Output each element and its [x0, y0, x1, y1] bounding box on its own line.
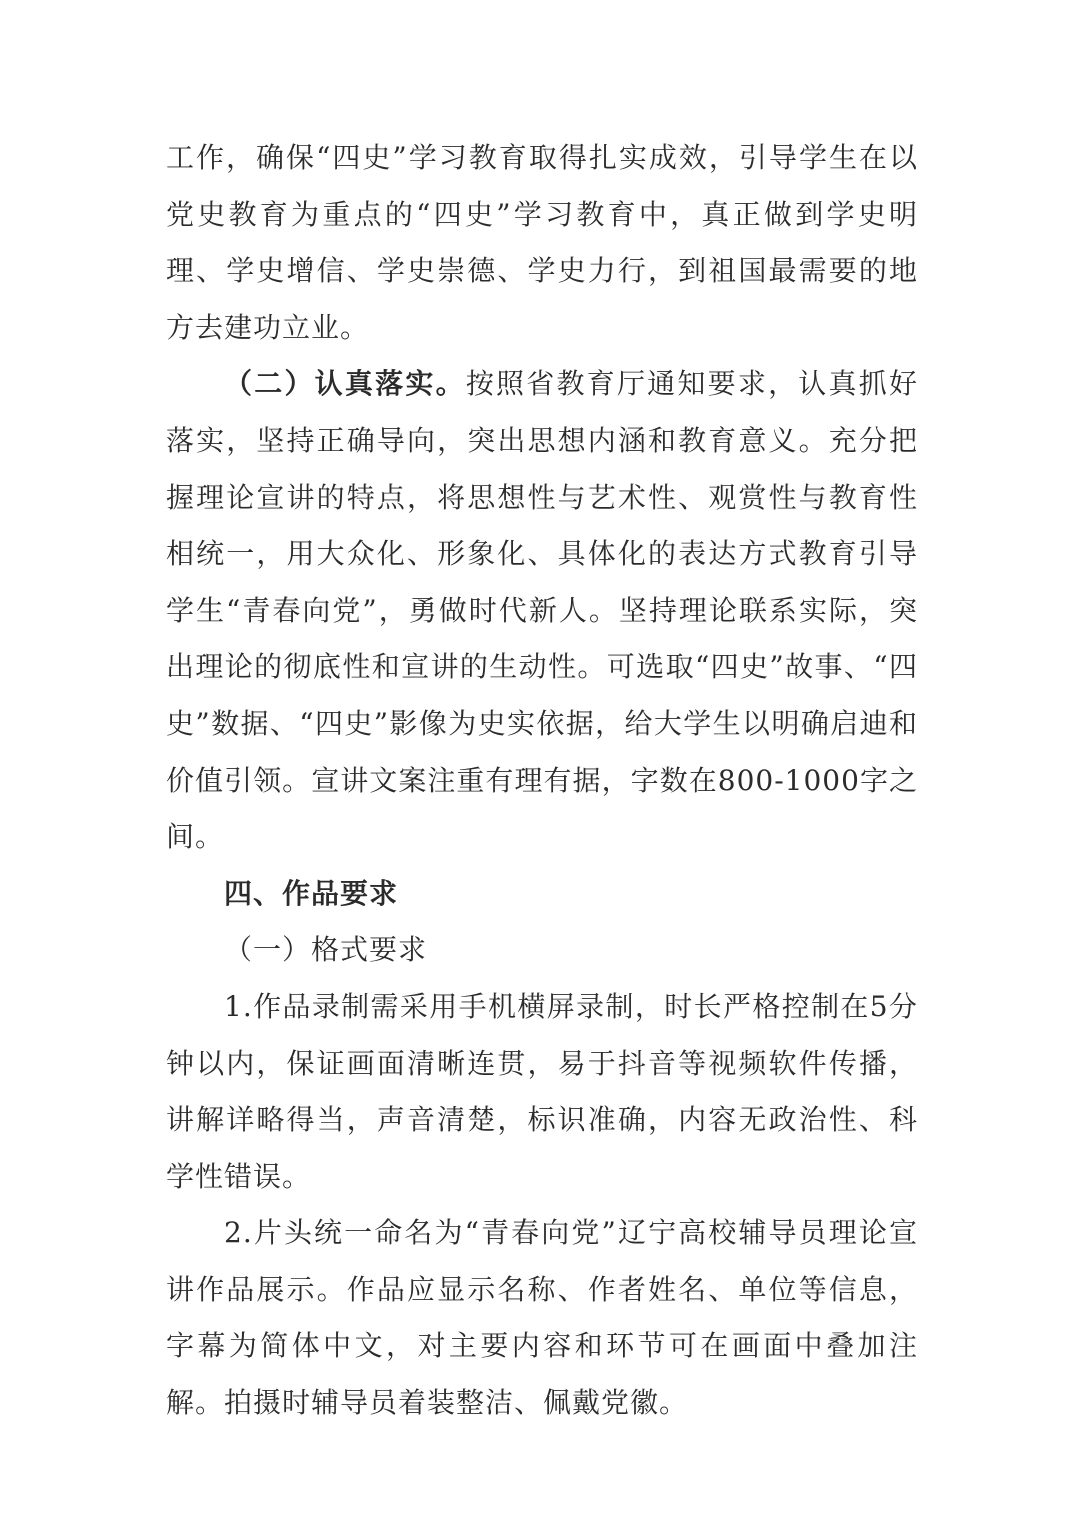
paragraph-section-2	[166, 356, 918, 865]
document-body	[166, 130, 918, 1432]
heading-work-requirements: 四、作品要求	[224, 876, 399, 910]
subheading-format-requirements: （一）格式要求	[224, 933, 428, 967]
section-2-body: 按照省教育厅通知要求，认真抓好落实，坚持正确导向，突出思想内涵和教育意义。充分把握理论宣讲的特点，将思想性与艺术性、观赏性与教育性相统一，用大众化、形象化、具体化的表达方式教育引导学生“青春向党”，勇做时代新人。坚持理论联系实际，突出理论的彻底性和宣讲的生动性。可选取“四史”故事、“四史”数据、“四史”影像为史实依据，给大学生以明确启迪和价值引领。宣讲文案注重有理有据，字数在800-1000字之间。	[166, 367, 918, 854]
paragraph-item-2: 2.片头统一命名为“青春向党”辽宁高校辅导员理论宣讲作品展示。作品应显示名称、作者姓名、单位等信息，字幕为简体中文，对主要内容和环节可在画面中叠加注解。拍摄时辅导员着装整洁、佩戴党徽。	[166, 1216, 918, 1420]
paragraph-item-1: 1.作品录制需采用手机横屏录制，时长严格控制在5分钟以内，保证画面清晰连贯，易于抖音等视频软件传播，讲解详略得当，声音清楚，标识准确，内容无政治性、科学性错误。	[166, 989, 918, 1193]
paragraph-continued: 工作，确保“四史”学习教育取得扎实成效，引导学生在以党史教育为重点的“四史”学习教育中，真正做到学史明理、学史增信、学史崇德、学史力行，到祖国最需要的地方去建功立业。	[166, 141, 918, 344]
section-2-lead: （二）认真落实。	[224, 367, 466, 401]
